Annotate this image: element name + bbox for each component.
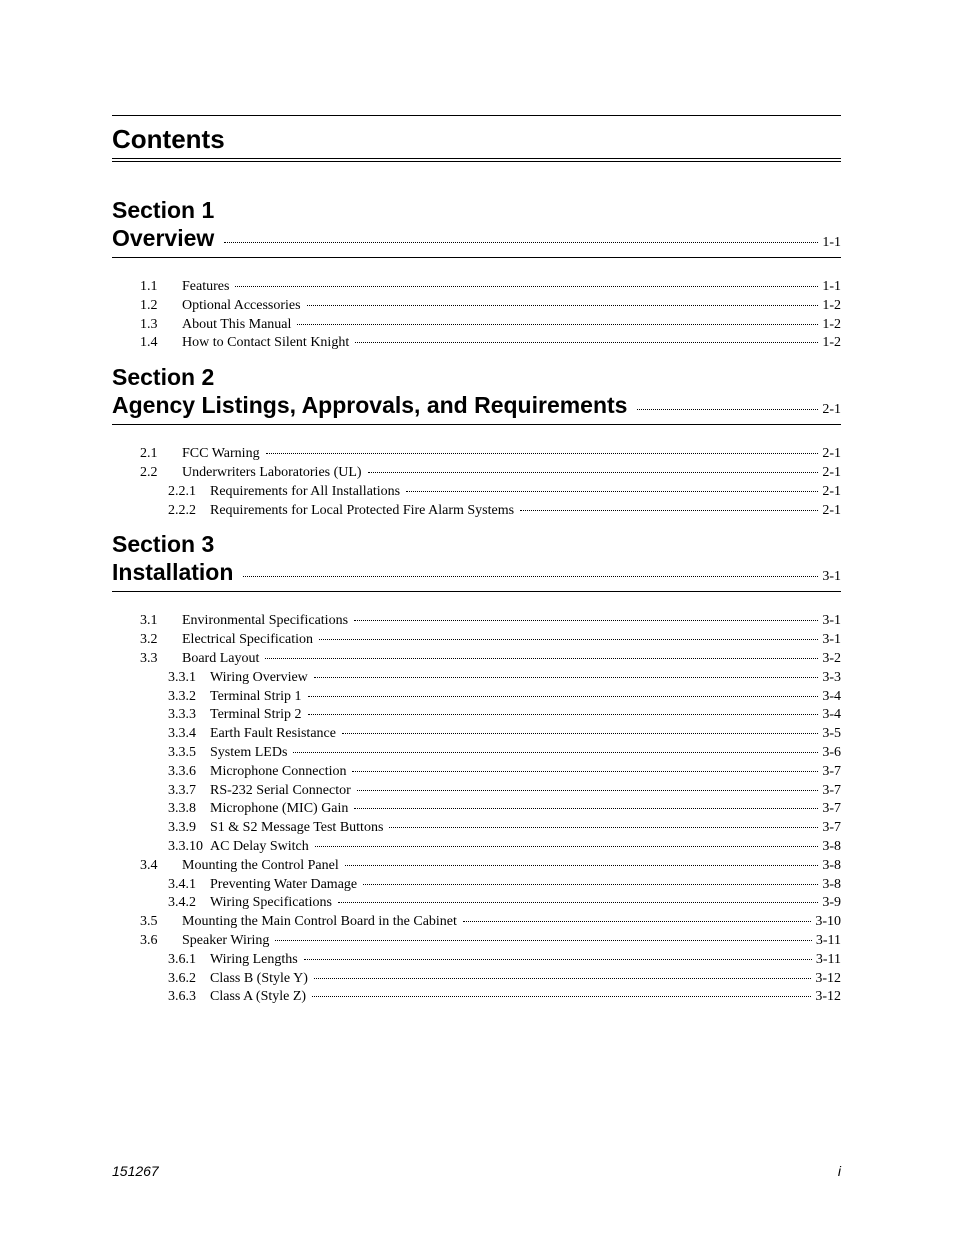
toc-entry[interactable] bbox=[112, 502, 841, 521]
toc-entry[interactable] bbox=[112, 970, 841, 989]
section-label: Section 3 bbox=[112, 531, 215, 558]
entry-page-number: 3-12 bbox=[815, 970, 841, 986]
entry-page-number: 1-2 bbox=[822, 297, 841, 313]
toc-entry[interactable] bbox=[112, 445, 841, 464]
toc-entry[interactable] bbox=[112, 688, 841, 707]
section-label: Section 1 bbox=[112, 197, 215, 223]
toc-entry[interactable] bbox=[112, 988, 841, 1007]
dot-leader bbox=[275, 940, 811, 941]
entry-number: 3.3.2 bbox=[168, 688, 196, 704]
entry-number: 2.2 bbox=[140, 464, 158, 480]
entry-title: Microphone Connection bbox=[210, 763, 347, 779]
entry-page-number: 1-2 bbox=[822, 316, 841, 332]
entry-page-number: 3-8 bbox=[822, 876, 841, 892]
dot-leader bbox=[345, 865, 819, 866]
toc-entry[interactable] bbox=[112, 316, 841, 335]
entry-title: How to Contact Silent Knight bbox=[182, 335, 350, 351]
toc-entry[interactable] bbox=[112, 913, 841, 932]
entry-title: Class B (Style Y) bbox=[210, 970, 308, 986]
entry-page-number: 3-4 bbox=[822, 688, 841, 704]
entry-page-number: 3-10 bbox=[815, 914, 841, 930]
entry-title: Requirements for Local Protected Fire Alarm Systems bbox=[210, 502, 515, 518]
section-rule bbox=[112, 424, 841, 425]
entry-number: 3.4 bbox=[140, 857, 158, 873]
toc-entry[interactable] bbox=[112, 650, 841, 669]
entry-title: Features bbox=[182, 279, 230, 294]
toc-entry[interactable] bbox=[112, 876, 841, 895]
entry-title: Terminal Strip 1 bbox=[210, 688, 302, 704]
entry-number: 3.3.6 bbox=[168, 763, 196, 779]
toc-entry[interactable] bbox=[112, 669, 841, 688]
entry-title: AC Delay Switch bbox=[210, 838, 309, 854]
entry-number: 1.4 bbox=[140, 335, 158, 351]
entry-title: Requirements for All Installations bbox=[210, 483, 401, 499]
entry-title: Mounting the Main Control Board in the Cabinet bbox=[182, 914, 457, 930]
entry-number: 3.6.2 bbox=[168, 970, 196, 986]
entry-page-number: 3-7 bbox=[822, 763, 841, 779]
dot-leader bbox=[319, 639, 818, 640]
toc-entry[interactable] bbox=[112, 800, 841, 819]
dot-leader bbox=[389, 827, 818, 828]
dot-leader bbox=[368, 472, 819, 473]
entry-title: Mounting the Control Panel bbox=[182, 857, 339, 873]
entry-page-number: 3-1 bbox=[822, 632, 841, 648]
toc-entry[interactable] bbox=[112, 631, 841, 650]
entry-title: FCC Warning bbox=[182, 446, 260, 462]
entry-page-number: 3-7 bbox=[822, 820, 841, 836]
dot-leader bbox=[352, 771, 818, 772]
top-rule bbox=[112, 115, 841, 116]
entry-title: Wiring Lengths bbox=[210, 951, 298, 967]
section-title-row[interactable] bbox=[112, 558, 841, 588]
entry-title: About This Manual bbox=[182, 316, 292, 332]
section-title-row[interactable] bbox=[112, 391, 841, 421]
toc-entry[interactable] bbox=[112, 278, 841, 297]
toc-section bbox=[112, 530, 841, 1007]
entry-number: 1.3 bbox=[140, 316, 158, 332]
section-rule bbox=[112, 257, 841, 258]
entry-page-number: 3-7 bbox=[822, 801, 841, 817]
dot-leader bbox=[293, 752, 818, 753]
dot-leader bbox=[520, 510, 818, 511]
dot-leader bbox=[312, 996, 811, 997]
page-title: Contents bbox=[112, 124, 225, 154]
entry-page-number: 3-4 bbox=[822, 707, 841, 723]
entry-number: 3.4.2 bbox=[168, 895, 196, 911]
dot-leader bbox=[243, 576, 818, 577]
toc-entry[interactable] bbox=[112, 819, 841, 838]
entry-number: 2.1 bbox=[140, 446, 158, 462]
entry-number: 3.6 bbox=[140, 932, 158, 948]
dot-leader bbox=[297, 324, 818, 325]
entry-number: 2.2.1 bbox=[168, 483, 196, 499]
toc-entry[interactable] bbox=[112, 334, 841, 353]
entry-page-number: 3-7 bbox=[822, 782, 841, 798]
toc-entry[interactable] bbox=[112, 951, 841, 970]
entry-title: Underwriters Laboratories (UL) bbox=[182, 464, 362, 480]
toc-entry[interactable] bbox=[112, 725, 841, 744]
entry-number: 3.2 bbox=[140, 632, 158, 648]
entry-list bbox=[112, 278, 841, 353]
entry-list bbox=[112, 612, 841, 1007]
section-title-row[interactable] bbox=[112, 224, 841, 254]
toc-entry[interactable] bbox=[112, 464, 841, 483]
entry-number: 1.2 bbox=[140, 297, 158, 313]
entry-title: Class A (Style Z) bbox=[210, 989, 307, 1005]
entry-number: 3.1 bbox=[140, 613, 158, 629]
entry-title: Terminal Strip 2 bbox=[210, 707, 302, 723]
entry-list bbox=[112, 445, 841, 520]
entry-page-number: 3-1 bbox=[822, 613, 841, 629]
dot-leader bbox=[363, 884, 818, 885]
entry-title: Preventing Water Damage bbox=[210, 876, 358, 892]
entry-number: 3.3.1 bbox=[168, 669, 196, 685]
dot-leader bbox=[235, 286, 818, 287]
dot-leader bbox=[304, 959, 812, 960]
entry-number: 3.6.1 bbox=[168, 951, 196, 967]
entry-title: Wiring Specifications bbox=[210, 895, 332, 911]
toc-entry[interactable] bbox=[112, 782, 841, 801]
entry-title: System LEDs bbox=[210, 744, 288, 760]
toc-entry[interactable] bbox=[112, 857, 841, 876]
entry-title: Earth Fault Resistance bbox=[210, 726, 336, 742]
sections-container bbox=[112, 196, 841, 1007]
toc-entry[interactable] bbox=[112, 706, 841, 725]
title-double-rule bbox=[112, 158, 841, 162]
dot-leader bbox=[315, 846, 819, 847]
dot-leader bbox=[406, 491, 818, 492]
entry-page-number: 3-8 bbox=[822, 857, 841, 873]
dot-leader bbox=[354, 808, 818, 809]
dot-leader bbox=[354, 620, 818, 621]
toc-section bbox=[112, 196, 841, 353]
entry-number: 3.3.9 bbox=[168, 820, 196, 836]
entry-number: 3.3.10 bbox=[168, 838, 203, 854]
entry-page-number: 2-1 bbox=[822, 502, 841, 518]
entry-number: 1.1 bbox=[140, 279, 158, 294]
entry-title: S1 & S2 Message Test Buttons bbox=[210, 820, 384, 836]
toc-entry[interactable] bbox=[112, 932, 841, 951]
dot-leader bbox=[314, 978, 811, 979]
page-footer bbox=[112, 1163, 841, 1179]
page-number: i bbox=[837, 1163, 841, 1179]
dot-leader bbox=[338, 902, 818, 903]
entry-page-number: 1-2 bbox=[822, 335, 841, 351]
toc-entry[interactable] bbox=[112, 763, 841, 782]
entry-number: 3.3.5 bbox=[168, 744, 196, 760]
doc-number: 151267 bbox=[112, 1163, 159, 1179]
entry-title: Board Layout bbox=[182, 650, 260, 666]
entry-page-number: 1-1 bbox=[822, 279, 841, 294]
entry-page-number: 2-1 bbox=[822, 483, 841, 499]
entry-title: Environmental Specifications bbox=[182, 613, 349, 629]
entry-number: 3.3 bbox=[140, 650, 158, 666]
dot-leader bbox=[266, 453, 819, 454]
entry-page-number: 3-8 bbox=[822, 838, 841, 854]
entry-page-number: 3-11 bbox=[815, 932, 841, 948]
dot-leader bbox=[355, 342, 818, 343]
section-title: Agency Listings, Approvals, and Requirements bbox=[112, 392, 628, 419]
entry-title: Speaker Wiring bbox=[182, 932, 270, 948]
section-title: Installation bbox=[112, 559, 234, 586]
entry-page-number: 3-9 bbox=[822, 895, 841, 911]
toc-page bbox=[112, 115, 841, 1017]
entry-title: Electrical Specification bbox=[182, 632, 313, 648]
section-page-number: 3-1 bbox=[822, 569, 841, 585]
entry-number: 3.3.4 bbox=[168, 726, 196, 742]
entry-number: 3.4.1 bbox=[168, 876, 196, 892]
toc-entry[interactable] bbox=[112, 838, 841, 857]
entry-page-number: 2-1 bbox=[822, 464, 841, 480]
entry-title: Optional Accessories bbox=[182, 297, 301, 313]
entry-number: 3.3.3 bbox=[168, 707, 196, 723]
entry-number: 3.5 bbox=[140, 914, 158, 930]
entry-title: Wiring Overview bbox=[210, 669, 308, 685]
dot-leader bbox=[314, 677, 819, 678]
entry-number: 3.3.7 bbox=[168, 782, 196, 798]
toc-section bbox=[112, 363, 841, 520]
entry-page-number: 3-2 bbox=[822, 650, 841, 666]
section-page-number: 2-1 bbox=[822, 402, 841, 418]
toc-entry[interactable] bbox=[112, 612, 841, 631]
dot-leader bbox=[637, 409, 818, 410]
dot-leader bbox=[357, 790, 819, 791]
section-title: Overview bbox=[112, 225, 215, 251]
dot-leader bbox=[224, 242, 818, 243]
section-rule bbox=[112, 591, 841, 592]
entry-number: 3.6.3 bbox=[168, 989, 196, 1005]
entry-number: 3.3.8 bbox=[168, 801, 196, 817]
entry-page-number: 3-11 bbox=[815, 951, 841, 967]
section-page-number: 1-1 bbox=[822, 235, 841, 250]
entry-title: RS-232 Serial Connector bbox=[210, 782, 351, 798]
section-label: Section 2 bbox=[112, 364, 215, 391]
entry-page-number: 2-1 bbox=[822, 446, 841, 462]
entry-page-number: 3-5 bbox=[822, 726, 841, 742]
entry-page-number: 3-6 bbox=[822, 744, 841, 760]
toc-entry[interactable] bbox=[112, 744, 841, 763]
toc-entry[interactable] bbox=[112, 483, 841, 502]
dot-leader bbox=[307, 305, 819, 306]
entry-page-number: 3-12 bbox=[815, 989, 841, 1005]
entry-number: 2.2.2 bbox=[168, 502, 196, 518]
dot-leader bbox=[308, 714, 819, 715]
dot-leader bbox=[463, 921, 811, 922]
entry-page-number: 3-3 bbox=[822, 669, 841, 685]
dot-leader bbox=[308, 696, 819, 697]
entry-title: Microphone (MIC) Gain bbox=[210, 801, 349, 817]
toc-entry[interactable] bbox=[112, 297, 841, 316]
toc-entry[interactable] bbox=[112, 894, 841, 913]
dot-leader bbox=[342, 733, 818, 734]
dot-leader bbox=[265, 658, 818, 659]
